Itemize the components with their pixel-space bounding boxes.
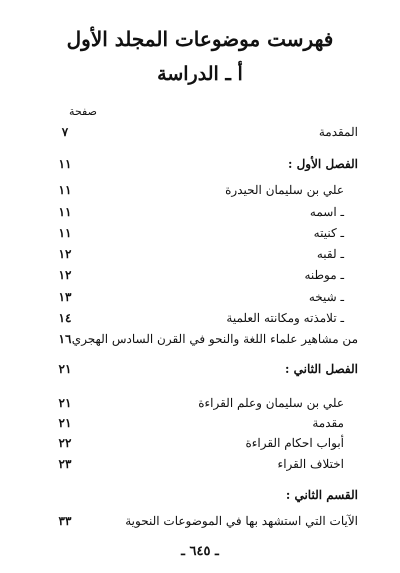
toc-page-number: ٢١ bbox=[58, 396, 72, 410]
toc-page-number: ٢٢ bbox=[58, 436, 72, 450]
toc-row bbox=[0, 434, 400, 452]
toc-page-number: ١١ bbox=[58, 183, 72, 197]
toc-row bbox=[0, 181, 400, 199]
toc-row bbox=[0, 123, 400, 141]
toc-page-number: ١٢ bbox=[58, 247, 72, 261]
toc-row bbox=[0, 203, 400, 221]
toc-page-number: ١١ bbox=[58, 205, 72, 219]
toc-page-number: ١٤ bbox=[58, 311, 72, 325]
toc-row bbox=[0, 288, 400, 306]
toc-chapter-heading: الفصل الثاني : bbox=[285, 362, 358, 376]
section-subtitle: أ ـ الدراسة bbox=[157, 63, 243, 85]
toc-row bbox=[0, 266, 400, 284]
toc-page-number: ٢١ bbox=[58, 416, 72, 430]
page-footer-number: ـ ٦٤٥ ـ bbox=[181, 544, 219, 559]
toc-row bbox=[0, 360, 400, 378]
toc-row bbox=[0, 155, 400, 173]
toc-page-number: ١٣ bbox=[58, 290, 72, 304]
toc-page-number: ١٦ bbox=[58, 332, 72, 346]
toc-row bbox=[0, 245, 400, 263]
page-title: فهرست موضوعات المجلد الأول bbox=[66, 27, 334, 51]
toc-entry-text: اختلاف القراء bbox=[277, 457, 344, 471]
toc-entry-text: المقدمة bbox=[318, 125, 358, 139]
toc-entry-text: ـ اسمه bbox=[309, 205, 344, 219]
toc-entry-text: ـ موطنه bbox=[304, 268, 344, 282]
toc-row bbox=[0, 330, 400, 348]
toc-chapter-heading: الفصل الأول : bbox=[287, 157, 358, 171]
toc-entry-text: ـ شيخه bbox=[308, 290, 344, 304]
toc-row bbox=[0, 414, 400, 432]
toc-row bbox=[0, 394, 400, 412]
toc-row bbox=[0, 309, 400, 327]
toc-entry-text: علي بن سليمان وعلم القراءة bbox=[198, 396, 344, 410]
toc-entry-text: من مشاهير علماء اللغة والنحو في القرن السادس الهجري bbox=[71, 332, 358, 346]
toc-page-number: ٢٣ bbox=[58, 457, 72, 471]
toc-entry-text: علي بن سليمان الحيدرة bbox=[225, 183, 344, 197]
toc-page-number: ١٢ bbox=[58, 268, 72, 282]
toc-row bbox=[0, 486, 400, 504]
toc-entry-text: ـ تلامذته ومكانته العلمية bbox=[226, 311, 344, 325]
toc-entry-text: أبواب احكام القراءة bbox=[245, 436, 344, 450]
toc-chapter-heading: القسم الثاني : bbox=[285, 488, 358, 502]
toc-page-number: ٧ bbox=[61, 125, 69, 139]
toc-entry-text: الآيات التي استشهد بها في الموضوعات النحوية bbox=[125, 514, 358, 528]
toc-page-number: ١١ bbox=[58, 157, 72, 171]
toc-entry-text: ـ كنيته bbox=[313, 226, 344, 240]
toc-page-number: ٣٣ bbox=[58, 514, 72, 528]
toc-row bbox=[0, 512, 400, 530]
toc-entry-text: ـ لقبه bbox=[316, 247, 344, 261]
toc-row bbox=[0, 224, 400, 242]
toc-page-number: ٢١ bbox=[58, 362, 72, 376]
page-column-header: صفحة bbox=[69, 105, 97, 118]
toc-entry-text: مقدمة bbox=[312, 416, 344, 430]
toc-page-number: ١١ bbox=[58, 226, 72, 240]
toc-row bbox=[0, 455, 400, 473]
